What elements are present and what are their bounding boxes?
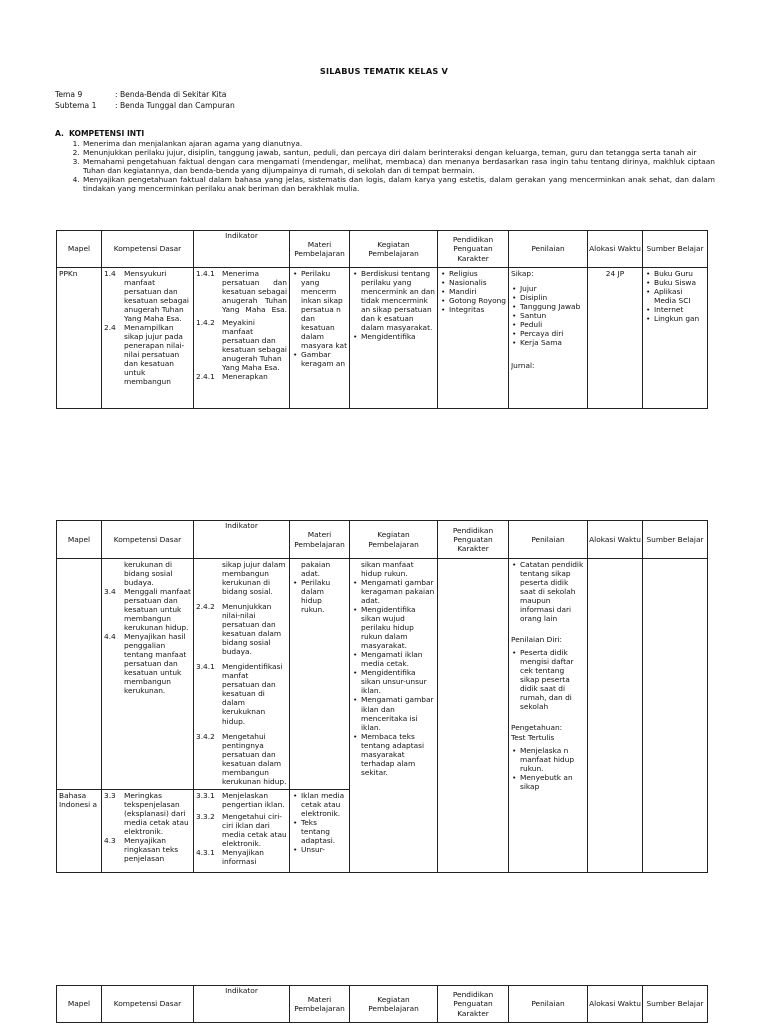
sumber-item: • Lingkun gan xyxy=(654,314,705,323)
table-header-row xyxy=(57,986,708,1023)
header-indikator: Indikator xyxy=(194,521,290,559)
header-mapel: Mapel xyxy=(57,231,102,268)
ppk-item: • Nasionalis xyxy=(449,278,506,287)
kd-number xyxy=(104,560,123,587)
ki-item: 1. Menerima dan menjalankan ajaran agama yang dianutnya. xyxy=(82,139,715,148)
indikator-item xyxy=(196,812,287,848)
kegiatan-item: • Berdiskusi tentang perilaku yang mencermink an dan tidak mencermink an sikap persatuan dan k esatuan dalam masyarakat. xyxy=(361,269,435,332)
sumber-item: • Internet xyxy=(654,305,705,314)
kd-number: 3.3 xyxy=(104,791,116,800)
indikator-number: 3.4.2 xyxy=(196,731,215,741)
materi-item: • Perilaku dalam hidup rukun. xyxy=(301,578,347,614)
document-meta xyxy=(55,90,235,112)
penilaian-item: • Percaya diri xyxy=(520,329,585,338)
penilaian-cell xyxy=(511,560,585,870)
kegiatan-item: • Mengamati iklan media cetak. xyxy=(361,650,435,668)
header-mapel: Mapel xyxy=(57,986,102,1023)
subtema-label: Subtema 1 xyxy=(55,101,97,110)
table-row xyxy=(57,268,708,409)
indikator-text: Mengetahui ciri-ciri iklan dari media cetak atau elektronik. xyxy=(222,812,287,849)
indikator-text: Meyakini manfaat persatuan dan kesatuan sebagai anugerah Tuhan Yang Maha Esa. xyxy=(222,318,287,373)
penilaian-item: • Kerja Sama xyxy=(520,338,585,347)
alokasi-cell: 24 JP xyxy=(605,269,625,278)
header-kegiatan: Kegiatan Pembelajaran xyxy=(350,521,438,559)
indikator-number: 1.4.1 xyxy=(196,269,215,278)
materi-continuation: pakaian adat. xyxy=(301,560,331,579)
kd-text: Menyajikan hasil penggalian tentang manfaat persatuan dan kesatuan untuk membangun kerukunan. xyxy=(124,632,187,696)
sumber-item: • Aplikasi Media SCI xyxy=(654,287,705,305)
sumber-cell-empty xyxy=(643,559,708,873)
section-heading: KOMPETENSI INTI xyxy=(69,129,145,138)
penilaian-item: • Catatan pendidik tentang sikap peserta didik saat di sekolah maupun informasi dari orang lain xyxy=(520,560,585,623)
subtema-row xyxy=(55,101,235,112)
syllabus-table-2 xyxy=(56,520,708,873)
tema-value: : Benda-Benda di Sekitar Kita xyxy=(115,90,227,99)
kegiatan-item: • Mengidentifika xyxy=(361,332,435,341)
indikator-item xyxy=(196,372,287,381)
kd-item xyxy=(104,560,191,587)
indikator-text: sikap jujur dalam membangun kerukunan di bidang sosial. xyxy=(222,560,286,597)
kd-number: 2.4 xyxy=(104,323,116,333)
penilaian-cell xyxy=(511,269,585,406)
section-letter: A. xyxy=(55,129,64,138)
header-kegiatan: Kegiatan Pembelajaran xyxy=(350,231,438,268)
indikator-number: 2.4.2 xyxy=(196,602,215,612)
penilaian-item: • Santun xyxy=(520,311,585,320)
mapel-cell-empty xyxy=(57,559,102,790)
kd-number: 4.4 xyxy=(104,632,116,642)
kd-number: 1.4 xyxy=(104,269,116,278)
kompetensi-inti-heading xyxy=(55,129,715,138)
header-ppk: Pendidikan Penguatan Karakter xyxy=(438,986,509,1023)
indikator-cell xyxy=(196,269,287,406)
indikator-text: Menerima persatuan dan kesatuan sebagai anugerah Tuhan Yang Maha Esa. xyxy=(222,269,287,315)
kd-text: Mensyukuri manfaat persatuan dan kesatuan sebagai anugerah Tuhan Yang Maha Esa. xyxy=(124,269,189,324)
header-sumber: Sumber Belajar xyxy=(643,521,708,559)
alokasi-cell-empty xyxy=(588,559,643,873)
indikator-number: 3.3.2 xyxy=(196,812,215,822)
subtema-value: : Benda Tunggal dan Campuran xyxy=(115,101,235,110)
header-indikator: Indikator xyxy=(194,986,290,1023)
indikator-text: Menjelaskan pengertian iklan. xyxy=(222,791,285,810)
penilaian-item: • Tanggung Jawab xyxy=(520,302,585,311)
header-penilaian: Penilaian xyxy=(509,521,588,559)
kegiatan-cell xyxy=(352,560,435,870)
indikator-text: Mengidentifikasi manfat persatuan dan kesatuan di dalam kerukuknan hidup. xyxy=(222,662,283,726)
header-materi: Materi Pembelajaran xyxy=(290,986,350,1023)
indikator-number: 4.3.1 xyxy=(196,848,215,858)
kd-text: Menyajikan ringkasan teks penjelasan xyxy=(124,836,179,864)
ppk-cell-empty xyxy=(438,559,509,873)
indikator-cell xyxy=(196,791,287,870)
test-tertulis-label: Test Tertulis xyxy=(511,732,555,742)
header-alokasi: Alokasi Waktu xyxy=(588,231,643,268)
kd-item xyxy=(104,632,191,695)
indikator-number: 1.4.2 xyxy=(196,318,215,328)
ki-item: 4. Menyajikan pengetahuan faktual dalam bahasa yang jelas, sistematis dan logis, dalam karya yang estetis, dalam gerakan yang mencerminkan anak sehat, dan dalam tindakan yang mencerminkan perilaku anak beriman dan berakhlak mulia. xyxy=(82,175,715,193)
kd-number: 3.4 xyxy=(104,587,116,597)
header-sumber: Sumber Belajar xyxy=(643,231,708,268)
header-penilaian: Penilaian xyxy=(509,231,588,268)
kd-text: kerukunan di bidang sosial budaya. xyxy=(124,560,173,588)
materi-item: • Unsur- xyxy=(301,845,347,854)
penilaian-item: • Peserta didik mengisi daftar cek tentang sikap peserta didik saat di rumah, dan di sekolah xyxy=(520,648,585,711)
mapel-cell: Bahasa Indonesi a xyxy=(59,791,98,810)
tema-row xyxy=(55,90,235,101)
indikator-text: Menerapkan xyxy=(222,372,268,382)
kd-item xyxy=(104,269,191,323)
syllabus-table-3 xyxy=(56,985,708,1023)
ki-item: 2. Menunjukkan perilaku jujur, disiplin, tanggung jawab, santun, peduli, dan percaya diri dalam berinteraksi dengan keluarga, teman, guru dan tetangga serta tanah air xyxy=(82,148,715,157)
indikator-text: Menyajikan informasi xyxy=(222,848,264,867)
penilaian-sikap-label: Sikap: xyxy=(511,269,534,278)
kd-cell xyxy=(104,791,191,870)
indikator-item xyxy=(196,732,287,786)
materi-item: • Teks tentang adaptasi. xyxy=(301,818,347,845)
header-ppk: Pendidikan Penguatan Karakter xyxy=(438,231,509,268)
kegiatan-item: • Mengamati gambar iklan dan menceritaka isi iklan. xyxy=(361,695,435,731)
header-materi: Materi Pembelajaran xyxy=(290,231,350,268)
kd-cell xyxy=(104,269,191,406)
mapel-cell: PPKn xyxy=(59,269,78,278)
kegiatan-cell xyxy=(352,269,435,406)
kompetensi-inti-section xyxy=(55,129,715,193)
kd-item xyxy=(104,836,191,863)
indikator-item xyxy=(196,662,287,725)
penilaian-item: • Jujur xyxy=(520,284,585,293)
penilaian-item: • Menjelaska n manfaat hidup rukun. xyxy=(520,746,585,773)
sumber-item: • Buku Guru xyxy=(654,269,705,278)
kd-item xyxy=(104,587,191,632)
kegiatan-item: • Mengidentifika sikan unsur-unsur iklan. xyxy=(361,668,435,695)
header-penilaian: Penilaian xyxy=(509,986,588,1023)
header-sumber: Sumber Belajar xyxy=(643,986,708,1023)
materi-item: • Perilaku yang mencerm inkan sikap persatua n dan kesatuan dalam masyara kat xyxy=(301,269,347,350)
kd-number: 4.3 xyxy=(104,836,116,846)
header-indikator: Indikator xyxy=(194,231,290,268)
materi-cell xyxy=(292,560,347,787)
kd-item xyxy=(104,323,191,386)
sumber-cell xyxy=(645,269,705,406)
header-alokasi: Alokasi Waktu xyxy=(588,986,643,1023)
ppk-item: • Religius xyxy=(449,269,506,278)
penilaian-item: • Menyebutk an sikap xyxy=(520,773,585,791)
kd-cell xyxy=(104,560,191,787)
table-header-row xyxy=(57,231,708,268)
sumber-item: • Buku Siswa xyxy=(654,278,705,287)
pengetahuan-label: Pengetahuan: xyxy=(511,723,563,733)
header-materi: Materi Pembelajaran xyxy=(290,521,350,559)
kd-item xyxy=(104,791,191,836)
header-kompetensi-dasar: Kompetensi Dasar xyxy=(102,521,194,559)
ki-item: 3. Memahami pengetahuan faktual dengan cara mengamati (mendengar, melihat, membaca) dan menanya berdasarkan rasa ingin tahu tentang dirinya, makhluk ciptaan Tuhan dan kegiatannya, dan benda-benda yang dijumpainya di rumah, di sekolah dan di tempat bermain. xyxy=(82,157,715,175)
kegiatan-item: • Membaca teks tentang adaptasi masyarakat terhadap alam sekitar. xyxy=(361,732,435,777)
indikator-item xyxy=(196,602,287,656)
indikator-item xyxy=(196,269,287,314)
document-title: SILABUS TEMATIK KELAS V xyxy=(319,66,449,76)
tema-label: Tema 9 xyxy=(55,90,83,99)
indikator-item xyxy=(196,318,287,372)
header-kegiatan: Kegiatan Pembelajaran xyxy=(350,986,438,1023)
header-ppk: Pendidikan Penguatan Karakter xyxy=(438,521,509,559)
kd-text: Menampilkan sikap jujur pada penerapan nilai-nilai persatuan dan kesatuan untuk membangun xyxy=(124,323,185,387)
kegiatan-item: • Mengamati gambar keragaman pakaian adat. xyxy=(361,578,435,605)
materi-item: • Iklan media cetak atau elektronik. xyxy=(301,791,347,818)
penilaian-jurnal-label: Jurnal: xyxy=(511,361,535,371)
kegiatan-item: • Mengidentifika sikan wujud perilaku hidup rukun dalam masyarakat. xyxy=(361,605,435,650)
materi-cell xyxy=(292,791,347,870)
syllabus-table-1 xyxy=(56,230,708,409)
penilaian-item: • Disiplin xyxy=(520,293,585,302)
ppk-cell xyxy=(440,269,506,406)
penilaian-item: • Peduli xyxy=(520,320,585,329)
header-alokasi: Alokasi Waktu xyxy=(588,521,643,559)
materi-item: • Gambar keragam an xyxy=(301,350,347,368)
table-row xyxy=(57,559,708,790)
indikator-item xyxy=(196,791,287,809)
kd-text: Menggali manfaat persatuan dan kesatuan untuk membangun kerukunan hidup. xyxy=(124,587,191,633)
header-mapel: Mapel xyxy=(57,521,102,559)
indikator-text: Mengetahui pentingnya persatuan dan kesatuan dalam membangun kerukunan hidup. xyxy=(222,731,287,786)
indikator-number: 3.4.1 xyxy=(196,662,215,672)
table-header-row xyxy=(57,521,708,559)
ppk-item: • Gotong Royong xyxy=(449,296,506,305)
header-kompetensi-dasar: Kompetensi Dasar xyxy=(102,986,194,1023)
indikator-number: 2.4.1 xyxy=(196,372,215,382)
penilaian-diri-label: Penilaian Diri: xyxy=(511,635,563,645)
kegiatan-continuation: sikan manfaat hidup rukun. xyxy=(361,560,414,579)
header-kompetensi-dasar: Kompetensi Dasar xyxy=(102,231,194,268)
ppk-item: • Integritas xyxy=(449,305,506,314)
indikator-text: Menunjukkan nilai-nilai persatuan dan kesatuan dalam bidang sosial budaya. xyxy=(222,602,282,657)
indikator-number: 3.3.1 xyxy=(196,791,215,800)
materi-cell xyxy=(292,269,347,406)
ppk-item: • Mandiri xyxy=(449,287,506,296)
indikator-item xyxy=(196,560,287,596)
kompetensi-inti-list xyxy=(55,139,715,193)
kd-text: Meringkas tekspenjelasan (eksplanasi) dari media cetak atau elektronik. xyxy=(124,791,189,837)
indikator-cell xyxy=(196,560,287,787)
indikator-item xyxy=(196,848,287,866)
indikator-number xyxy=(196,560,220,596)
